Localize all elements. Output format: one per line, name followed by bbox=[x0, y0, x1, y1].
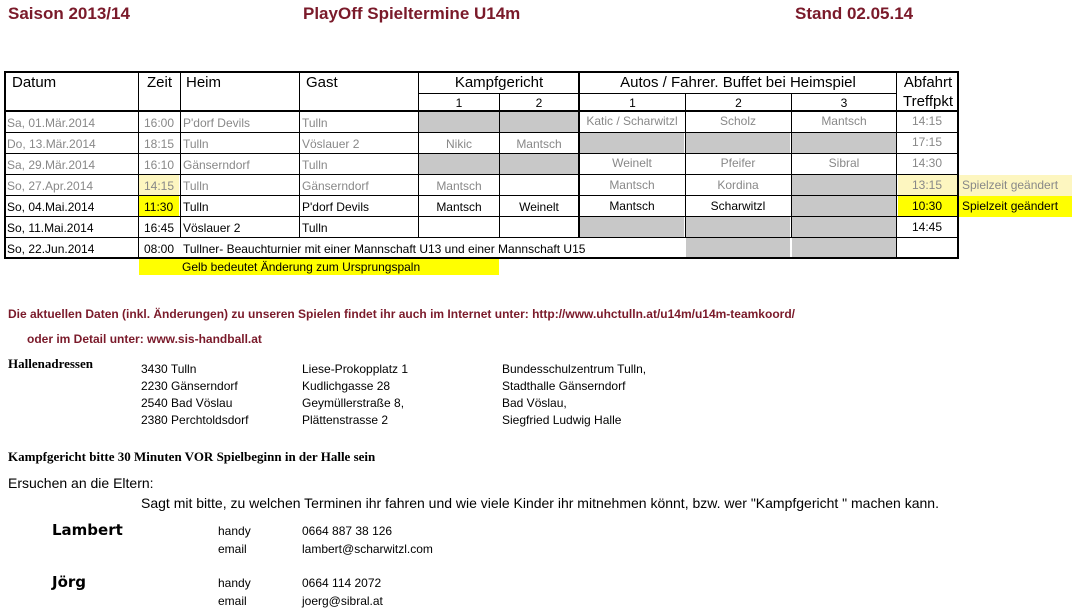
cell-kampf2: Mantsch bbox=[516, 137, 562, 151]
cell-auto1: Mantsch bbox=[609, 199, 655, 213]
cell-heim: P'dorf Devils bbox=[183, 116, 250, 130]
cell-gast: P'dorf Devils bbox=[302, 200, 369, 214]
handy-label: handy bbox=[218, 576, 251, 590]
hallen-name: Stadthalle Gänserndorf bbox=[502, 379, 626, 393]
cell-datum: Sa, 01.Mär.2014 bbox=[7, 116, 96, 130]
subheader-a3: 3 bbox=[840, 96, 848, 110]
grey-cell bbox=[792, 196, 896, 217]
cell-datum: So, 22.Jun.2014 bbox=[7, 242, 95, 256]
cell-kampf1: Nikic bbox=[446, 137, 472, 151]
cell-gast: Gänserndorf bbox=[302, 179, 369, 193]
cell-zeit: 16:00 bbox=[144, 116, 175, 130]
change-note: Spielzeit geändert bbox=[962, 199, 1059, 213]
grid-line bbox=[180, 71, 181, 238]
grey-cell bbox=[792, 175, 896, 196]
cell-gast: Tulln bbox=[302, 116, 328, 130]
change-note: Spielzeit geändert bbox=[962, 178, 1059, 192]
col-header-autos: Autos / Fahrer. Buffet bei Heimspiel bbox=[620, 74, 856, 91]
cell-kampf1: Mantsch bbox=[436, 179, 482, 193]
cell-zeit: 14:15 bbox=[144, 179, 175, 193]
grey-cell bbox=[792, 133, 896, 154]
cell-abfahrt: 14:15 bbox=[911, 114, 943, 128]
cell-abfahrt: 13:15 bbox=[911, 178, 943, 192]
grid-line bbox=[418, 93, 897, 94]
cell-gast: Vöslauer 2 bbox=[302, 137, 360, 151]
email-label: email bbox=[218, 542, 247, 556]
grey-cell bbox=[686, 217, 790, 238]
cell-heim: Tulln bbox=[183, 200, 209, 214]
col-header-treffpkt: Treffpkt bbox=[902, 93, 954, 110]
cell-zeit: 18:15 bbox=[144, 137, 175, 151]
hallen-ort: 2380 Perchtoldsdorf bbox=[141, 413, 249, 427]
cell-auto2: Pfeifer bbox=[720, 156, 756, 170]
stand-date: Stand 02.05.14 bbox=[795, 4, 914, 23]
eltern-title: Ersuchen an die Eltern: bbox=[8, 475, 154, 491]
contact-phone: 0664 887 38 126 bbox=[302, 524, 393, 538]
hallen-name: Siegfried Ludwig Halle bbox=[502, 413, 622, 427]
cell-kampf2: Weinelt bbox=[519, 200, 559, 214]
col-header-datum: Datum bbox=[12, 74, 57, 91]
grey-cell bbox=[419, 111, 499, 132]
cell-auto3: Sibral bbox=[828, 156, 860, 170]
cell-datum: So, 27.Apr.2014 bbox=[7, 179, 94, 193]
hallen-ort: 2230 Gänserndorf bbox=[141, 379, 238, 393]
grey-cell bbox=[500, 111, 578, 132]
grid-line bbox=[896, 71, 897, 259]
cell-auto2: Scholz bbox=[719, 114, 757, 128]
cell-zeit: 08:00 bbox=[144, 242, 175, 256]
grid-line bbox=[138, 71, 139, 259]
cell-kampf1: Mantsch bbox=[436, 200, 482, 214]
cell-abfahrt: 14:45 bbox=[911, 220, 943, 234]
kampfgericht-notice: Kampfgericht bitte 30 Minuten VOR Spielbeginn in der Halle sein bbox=[8, 449, 376, 464]
email-label: email bbox=[218, 594, 247, 608]
legend-highlight bbox=[139, 259, 499, 275]
cell-datum: So, 11.Mai.2014 bbox=[7, 221, 94, 235]
grey-cell bbox=[792, 238, 896, 257]
grey-cell bbox=[686, 238, 790, 257]
col-header-heim: Heim bbox=[186, 74, 222, 91]
grey-cell bbox=[792, 217, 896, 238]
cell-datum: Do, 13.Mär.2014 bbox=[7, 137, 96, 151]
grid-line bbox=[299, 71, 300, 238]
cell-auto3: Mantsch bbox=[821, 114, 867, 128]
col-header-gast: Gast bbox=[306, 74, 338, 91]
cell-heim: Tulln bbox=[183, 137, 209, 151]
hallen-strasse: Geymüllerstraße 8, bbox=[302, 396, 405, 410]
cell-gast: Tulln bbox=[302, 221, 328, 235]
cell-zeit: 11:30 bbox=[144, 200, 174, 214]
legend-text: Gelb bedeutet Änderung zum Ursprungspaln bbox=[182, 260, 421, 274]
contact-email: lambert@scharwitzl.com bbox=[302, 542, 433, 556]
cell-heim: Gänserndorf bbox=[183, 158, 250, 172]
cell-abfahrt: 14:30 bbox=[911, 156, 943, 170]
info-line-website: Die aktuellen Daten (inkl. Änderungen) zu unseren Spielen findet ihr auch im Internet unter: http://www.uhctulln.at/u14m/u14m-teamkoord/ bbox=[8, 307, 795, 321]
col-header-zeit: Zeit bbox=[147, 74, 173, 91]
handy-label: handy bbox=[218, 524, 251, 538]
table-border bbox=[4, 71, 6, 259]
cell-abfahrt: 17:15 bbox=[911, 135, 943, 149]
subheader-a2: 2 bbox=[735, 96, 742, 110]
cell-abfahrt: 10:30 bbox=[911, 199, 943, 213]
season-label: Saison 2013/14 bbox=[8, 4, 130, 23]
table-border bbox=[4, 71, 959, 73]
cell-auto2: Scharwitzl bbox=[710, 199, 766, 213]
cell-zeit: 16:10 bbox=[144, 158, 175, 172]
hallen-title: Hallenadressen bbox=[8, 356, 93, 371]
contact-email: joerg@sibral.at bbox=[302, 594, 383, 608]
col-header-kampfgericht: Kampfgericht bbox=[454, 74, 544, 91]
contact-name: Lambert bbox=[52, 521, 123, 539]
cell-datum: So, 04.Mai.2014 bbox=[7, 200, 95, 214]
eltern-text: Sagt mit bitte, zu welchen Terminen ihr fahren und wie viele Kinder ihr mitnehmen könnt, bzw. wer "Kampfgericht " machen kann. bbox=[141, 495, 939, 511]
grey-cell bbox=[500, 154, 578, 175]
cell-datum: Sa, 29.Mär.2014 bbox=[7, 158, 96, 172]
hallen-strasse: Liese-Prokopplatz 1 bbox=[302, 362, 409, 376]
cell-span-text: Tullner- Beauchturnier mit einer Mannschaft U13 und einer Mannschaft U15 bbox=[183, 242, 586, 256]
hallen-name: Bundesschulzentrum Tulln, bbox=[502, 362, 647, 376]
subheader-a1: 1 bbox=[629, 96, 636, 110]
grey-cell bbox=[580, 133, 684, 154]
cell-heim: Vöslauer 2 bbox=[183, 221, 241, 235]
cell-auto2: Kordina bbox=[717, 178, 759, 192]
grey-cell bbox=[419, 154, 499, 175]
hallen-ort: 3430 Tulln bbox=[141, 362, 197, 376]
contact-phone: 0664 114 2072 bbox=[302, 576, 382, 590]
hallen-strasse: Kudlichgasse 28 bbox=[302, 379, 391, 393]
hallen-ort: 2540 Bad Vöslau bbox=[141, 396, 233, 410]
contact-name: Jörg bbox=[52, 573, 87, 591]
page-title: PlayOff Spieltermine U14m bbox=[303, 4, 521, 23]
col-header-abfahrt: Abfahrt bbox=[903, 74, 953, 91]
subheader-k2: 2 bbox=[535, 96, 543, 110]
grey-cell bbox=[580, 217, 684, 238]
cell-auto1: Mantsch bbox=[609, 178, 655, 192]
cell-auto1: Weinelt bbox=[612, 156, 652, 170]
subheader-k1: 1 bbox=[455, 96, 463, 110]
cell-zeit: 16:45 bbox=[144, 221, 175, 235]
hallen-name: Bad Vöslau, bbox=[502, 396, 567, 410]
info-line-sis: oder im Detail unter: www.sis-handball.at bbox=[27, 332, 262, 346]
cell-gast: Tulln bbox=[302, 158, 328, 172]
cell-auto1: Katic / Scharwitzl bbox=[586, 114, 678, 128]
grey-cell bbox=[686, 133, 790, 154]
cell-heim: Tulln bbox=[183, 179, 209, 193]
hallen-strasse: Plättenstrasse 2 bbox=[302, 413, 389, 427]
